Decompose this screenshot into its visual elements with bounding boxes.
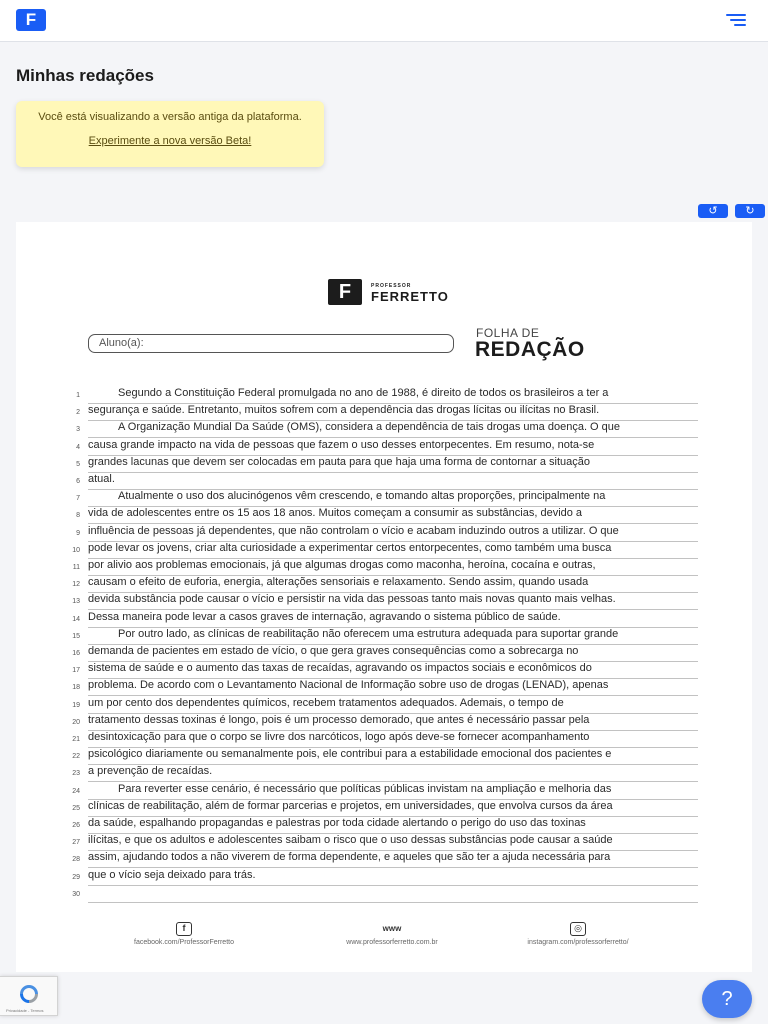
line-text: tratamento dessas toxinas é longo, pois é um processo demorado, que antes é necessário passar pela <box>88 713 590 726</box>
line-number: 24 <box>72 787 80 795</box>
line-text: influência de pessoas já dependentes, que não controlam o vício e acabam induzindo outros a utilizar. O que <box>88 524 619 537</box>
hamburger-menu-icon[interactable] <box>726 13 746 29</box>
essay-line <box>16 421 752 438</box>
essay-line <box>16 593 752 610</box>
brand-mark: F <box>328 279 362 305</box>
line-number: 7 <box>76 495 80 503</box>
recaptcha-icon <box>14 982 44 1006</box>
essay-line <box>16 576 752 593</box>
line-text: demanda de pacientes em estado de vício, o que gera graves consequências como a sobrecarga no <box>88 645 579 657</box>
essay-line <box>16 869 752 886</box>
line-text: Por outro lado, as clínicas de reabilitação não oferecem uma estrutura adequada para suportar grande <box>118 627 619 640</box>
try-beta-link[interactable]: Experimente a nova versão Beta! <box>88 135 252 147</box>
line-number: 11 <box>72 564 80 571</box>
recaptcha-text: Privacidade - Termos <box>6 1008 44 1013</box>
student-name-field <box>88 334 454 353</box>
line-text: grandes lacunas que devem ser colocadas em pauta para que haja uma forma de contornar a situação <box>88 455 591 468</box>
essay-line <box>16 628 752 645</box>
essay-line <box>16 731 752 748</box>
line-text: Para reverter esse cenário, é necessário que políticas públicas invistam na ampliação e melhoria das <box>118 782 612 795</box>
line-text: pode levar os jovens, criar alta curiosidade a experimentar certos entorpecentes, como também uma busca <box>88 541 612 554</box>
essay-line <box>16 525 752 542</box>
line-number: 16 <box>72 650 80 657</box>
essay-line <box>16 886 752 903</box>
line-text: clínicas de reabilitação, além de formar parcerias e projetos, em universidades, que envolva cursos da área <box>88 799 613 812</box>
menu-bar-middle <box>730 19 746 21</box>
essay-line <box>16 473 752 490</box>
essay-line <box>16 490 752 507</box>
essay-line <box>16 456 752 473</box>
line-number: 27 <box>72 839 80 847</box>
line-number: 21 <box>72 736 80 743</box>
notice-message: Você está visualizando a versão antiga da plataforma. <box>38 111 302 123</box>
page-title: Minhas redações <box>16 66 154 85</box>
app-logo[interactable]: F <box>16 9 46 31</box>
line-text: Atualmente o uso dos alucinógenos vêm crescendo, e tomando altas proporções, principalmente na <box>118 490 606 503</box>
footer-instagram <box>498 922 658 946</box>
facebook-handle: facebook.com/ProfessorFerretto <box>134 939 234 946</box>
essay-line <box>16 404 752 421</box>
line-rule <box>88 902 698 903</box>
essay-line <box>16 834 752 851</box>
line-number: 8 <box>76 512 80 520</box>
essay-line <box>16 662 752 679</box>
line-text: problema. De acordo com o Levantamento Nacional de Informação sobre uso de drogas (LENAD), apenas <box>88 679 609 692</box>
line-number: 20 <box>72 718 80 726</box>
essay-line <box>16 611 752 628</box>
essay-line <box>16 783 752 800</box>
essay-line <box>16 507 752 524</box>
line-text: A Organização Mundial Da Saúde (OMS), considera a dependência de tais drogas uma doença. O que <box>118 421 621 434</box>
folha-title: REDAÇÃO <box>475 338 585 361</box>
essay-line <box>16 542 752 559</box>
line-number: 26 <box>72 822 80 829</box>
line-number: 25 <box>72 804 80 812</box>
brand-professor-label: PROFESSOR <box>371 283 412 289</box>
footer-facebook <box>114 922 254 946</box>
line-number: 23 <box>72 770 80 778</box>
essay-line <box>16 679 752 696</box>
line-text: segurança e saúde. Entretanto, muitos sofrem com a dependência das drogas lícitas ou ilícitas no Brasil. <box>88 404 600 417</box>
line-text: da saúde, espalhando propagandas e palestras por toda cidade alertando o perigo do uso das toxinas <box>88 817 586 829</box>
top-bar <box>0 0 768 42</box>
folha-label: FOLHA DE <box>476 326 540 340</box>
old-version-notice <box>16 101 324 167</box>
line-number: 29 <box>72 873 80 881</box>
line-text: desintoxicação para que o corpo se livre dos narcóticos, logo após deve-se fornecer acompanhamento <box>88 731 590 743</box>
recaptcha-badge[interactable] <box>0 976 58 1016</box>
line-number: 12 <box>72 581 80 589</box>
essay-sheet <box>16 222 752 972</box>
line-number: 6 <box>76 478 80 485</box>
essay-line <box>16 559 752 576</box>
line-text: psicológico diariamente ou semanalmente pois, ele contribui para a estabilidade emocional dos pacientes e <box>88 748 612 761</box>
line-text: devida substância pode causar o vício e persistir na vida das pessoas tanto mais novas quanto mais velhas. <box>88 593 616 606</box>
instagram-handle: instagram.com/professorferretto/ <box>527 939 629 946</box>
essay-line <box>16 387 752 404</box>
essay-line <box>16 851 752 868</box>
line-text: Segundo a Constituição Federal promulgada no ano de 1988, é direito de todos os brasileiros a ter a <box>118 387 609 399</box>
sheet-footer <box>16 922 752 962</box>
menu-bar-bottom <box>734 24 746 26</box>
line-text: vida de adolescentes entre os 15 aos 18 anos. Muitos começam a consumir as substâncias, devido a <box>88 507 583 520</box>
student-label: Aluno(a): <box>99 337 144 349</box>
rotate-right-icon[interactable]: ↻ <box>735 204 765 218</box>
instagram-icon: ◎ <box>570 922 586 936</box>
line-number: 1 <box>76 392 80 399</box>
line-number: 30 <box>72 890 80 898</box>
line-number: 18 <box>72 684 80 692</box>
brand-name: FERRETTO <box>371 289 449 304</box>
line-text: ilícitas, e que os adultos e adolescentes saibam o risco que o uso dessas substâncias pode causar a saúde <box>88 834 613 847</box>
line-number: 10 <box>72 546 80 554</box>
line-number: 2 <box>76 409 80 417</box>
line-number: 14 <box>72 615 80 623</box>
rotate-left-icon[interactable]: ↺ <box>698 204 728 218</box>
line-text: que o vício seja deixado para trás. <box>88 868 256 881</box>
line-number: 22 <box>72 753 80 761</box>
essay-line <box>16 765 752 782</box>
essay-line <box>16 645 752 662</box>
line-text: sistema de saúde e o aumento das taxas de recaídas, agravando os impactos sociais e econômicos do <box>88 662 592 675</box>
line-number: 4 <box>76 443 80 451</box>
line-text: um por cento dos dependentes químicos, recebem tratamentos adequados. Ademais, o tempo de <box>88 696 564 709</box>
website-url: www.professorferretto.com.br <box>346 939 438 946</box>
essay-line <box>16 697 752 714</box>
essay-line <box>16 439 752 456</box>
essay-line <box>16 817 752 834</box>
essay-line <box>16 714 752 731</box>
line-text: assim, ajudando todos a não viverem de forma dependente, e aqueles que são ter a ajuda necessária para <box>88 851 611 864</box>
line-text: causam o efeito de euforia, energia, alterações sensoriais e relaxamento. Sendo assim, quando usada <box>88 576 589 589</box>
line-text: Dessa maneira pode levar a casos graves de internação, agravando o sistema público de saúde. <box>88 610 561 623</box>
menu-bar-top <box>726 14 746 16</box>
www-icon: www <box>382 924 402 933</box>
line-text: atual. <box>88 473 115 485</box>
line-number: 5 <box>76 460 80 468</box>
line-text: a prevenção de recaídas. <box>88 765 213 778</box>
essay-line <box>16 748 752 765</box>
line-number: 17 <box>72 667 80 675</box>
essay-line <box>16 800 752 817</box>
line-number: 19 <box>72 701 80 709</box>
line-number: 13 <box>72 598 80 606</box>
facebook-icon: f <box>176 922 192 936</box>
line-text: causa grande impacto na vida de pessoas que fazem o uso desses entorpecentes. Em resumo, nota-se <box>88 438 595 451</box>
help-button[interactable]: ? <box>702 980 752 1018</box>
line-number: 28 <box>72 856 80 864</box>
line-number: 3 <box>76 426 80 434</box>
footer-website <box>322 922 462 946</box>
line-text: por alivio aos problemas emocionais, já que algumas drogas como maconha, heroína, cocaína e outras, <box>88 559 596 571</box>
line-number: 15 <box>72 632 80 640</box>
line-number: 9 <box>76 529 80 537</box>
